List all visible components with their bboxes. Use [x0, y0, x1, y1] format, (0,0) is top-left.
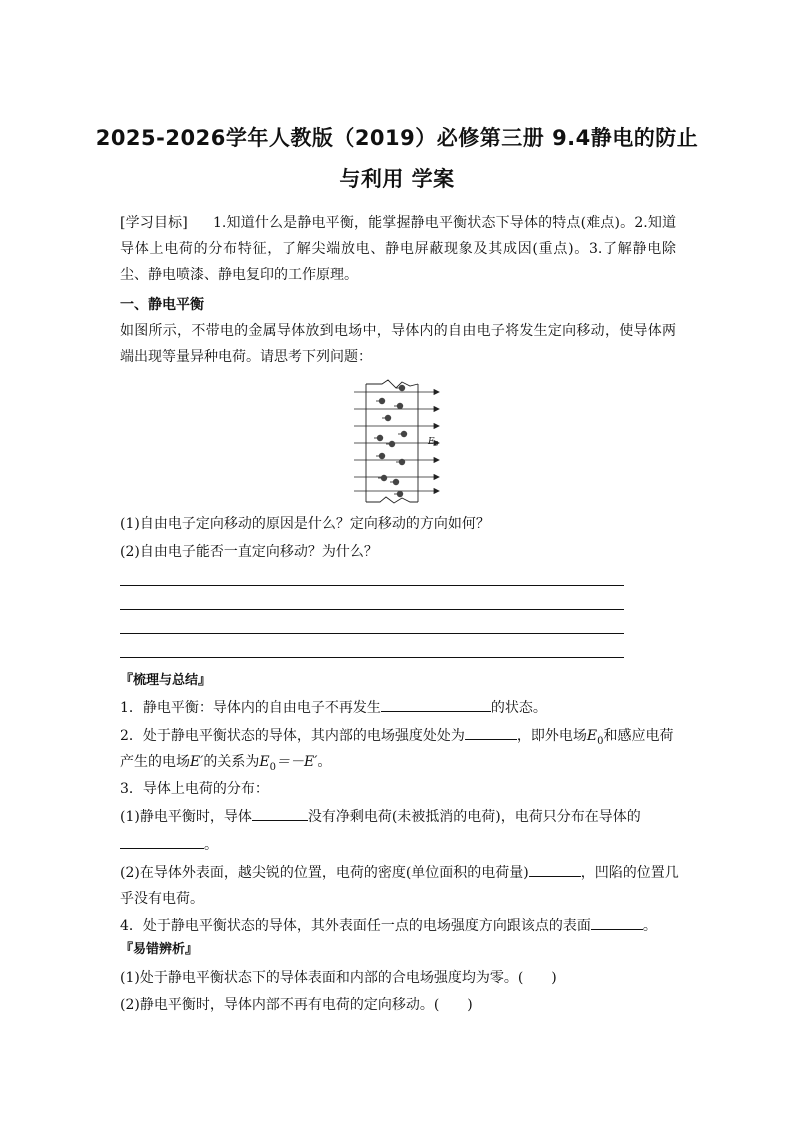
field-arrow	[434, 390, 439, 395]
summary-item-4: 4．处于静电平衡状态的导体，其外表面任一点的电场强度方向跟该点的表面 。	[120, 915, 657, 937]
electron	[382, 415, 391, 421]
field-arrow	[434, 475, 439, 480]
error-item-2: (2)静电平衡时，导体内部不再有电荷的定向移动。( )	[120, 997, 473, 1013]
summary-item-3: 3．导体上电荷的分布：	[120, 781, 269, 797]
field-arrow	[434, 407, 439, 412]
summary-heading: 『梳理与总结』	[120, 673, 212, 688]
electron	[390, 479, 399, 485]
electron	[396, 385, 405, 391]
section-heading-equilibrium: 一、静电平衡	[120, 297, 204, 313]
electron	[394, 403, 403, 409]
errors-heading: 『易错辨析』	[120, 942, 199, 957]
question-2: (2)自由电子能否一直定向移动？为什么？	[120, 544, 378, 560]
answer-line	[120, 657, 624, 658]
learning-objectives	[120, 210, 676, 288]
summary-item-3-1-cont: 。	[120, 834, 218, 856]
answer-line	[120, 633, 624, 634]
electron	[376, 453, 385, 459]
doc-title-line2: 与利用 学案	[339, 167, 455, 191]
electron	[378, 475, 387, 481]
field-arrow	[434, 424, 439, 429]
electrons	[374, 385, 407, 497]
electron	[376, 398, 385, 404]
electron	[374, 435, 383, 441]
objectives-label: [学习目标]	[120, 215, 188, 231]
answer-line	[120, 609, 624, 610]
summary-item-2-cont: 产生的电场E′的关系为$E_0=-E'$。	[120, 754, 332, 773]
summary-item-1: 1．静电平衡：导体内的自由电子不再发生 的状态。	[120, 697, 547, 719]
summary-item-3-2-cont: 乎没有电荷。	[120, 891, 204, 907]
field-arrow	[434, 458, 439, 463]
electron	[386, 441, 395, 447]
section-intro: 如图所示，不带电的金属导体放到电场中，导体内的自由电子将发生定向移动，使导体两端出现等量异种电荷。请思考下列问题：	[120, 323, 676, 365]
fill-blank[interactable]	[120, 834, 204, 849]
fill-blank[interactable]	[529, 862, 581, 877]
fill-blank[interactable]	[465, 725, 517, 740]
summary-item-3-2: (2)在导体外表面，越尖锐的位置，电荷的密度(单位面积的电荷量) ，凹陷的位置几	[120, 862, 679, 884]
objectives-text: 1.知道什么是静电平衡，能掌握静电平衡状态下导体的特点(难点)。2.知道导体上电荷的分布特征，了解尖端放电、静电屏蔽现象及其成因(重点)。3.了解静电除尘、静电喷漆、静电复印的工作原理。	[120, 215, 677, 283]
answer-line	[120, 585, 624, 586]
question-1: (1)自由电子定向移动的原因是什么？定向移动的方向如何？	[120, 516, 490, 532]
fill-blank[interactable]	[252, 806, 308, 821]
error-item-1: (1)处于静电平衡状态下的导体表面和内部的合电场强度均为零。( )	[120, 970, 557, 986]
fill-blank[interactable]	[591, 915, 643, 930]
field-label-E0: $E_0$	[428, 437, 439, 448]
doc-title-line1: 2025-2026学年人教版（2019）必修第三册 9.4静电的防止	[95, 126, 699, 150]
electron	[398, 431, 407, 437]
field-arrow	[434, 489, 439, 494]
electron	[394, 491, 403, 497]
summary-item-3-1: (1)静电平衡时，导体 没有净剩电荷(未被抵消的电荷)，电荷只分布在导体的	[120, 806, 641, 828]
summary-item-2: 2．处于静电平衡状态的导体，其内部的电场强度处处为 ，即外电场$E_0$和感应电荷	[120, 725, 674, 753]
conductor-field-figure	[352, 378, 448, 504]
fill-blank[interactable]	[381, 697, 491, 712]
